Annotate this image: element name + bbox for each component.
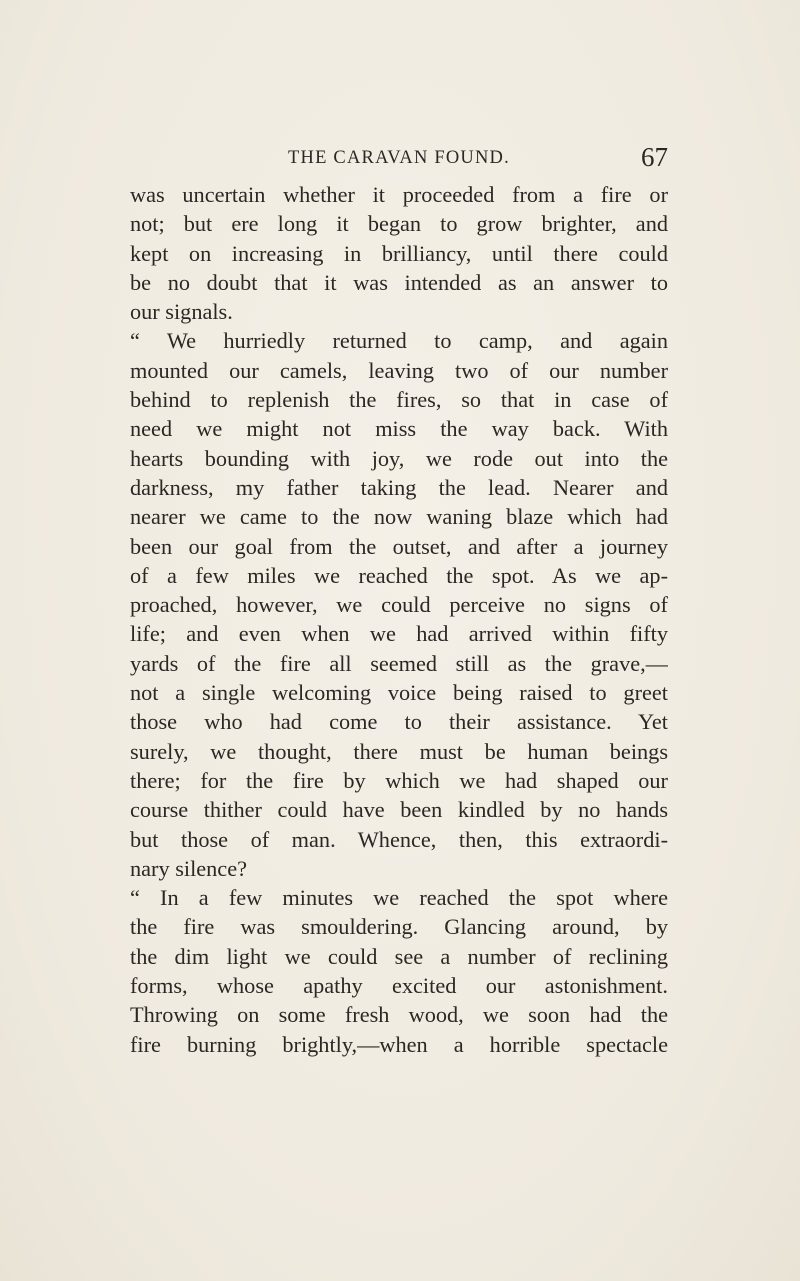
text-line: been our goal from the outset, and after a journey	[130, 533, 668, 559]
text-line: the dim light we could see a number of reclining	[130, 943, 668, 969]
text-line: there; for the fire by which we had shaped our	[130, 767, 668, 793]
text-line: nary silence?	[130, 855, 247, 881]
text-line: yards of the fire all seemed still as the grave,—	[130, 650, 668, 676]
text-line: life; and even when we had arrived within fifty	[130, 621, 668, 647]
running-head	[130, 142, 668, 172]
text-line: mounted our camels, leaving two of our number	[130, 357, 668, 383]
text-line: need we might not miss the way back. With	[130, 416, 668, 442]
text-line: hearts bounding with joy, we rode out into the	[130, 445, 668, 471]
text-line: was uncertain whether it proceeded from a fire or	[130, 182, 668, 207]
text-line: those who had come to their assistance. Yet	[130, 709, 668, 735]
text-line: not a single welcoming voice being raised to greet	[130, 680, 668, 706]
text-line: course thither could have been kindled by no hands	[130, 797, 668, 823]
running-title: THE CARAVAN FOUND.	[288, 148, 510, 168]
text-line: be no doubt that it was intended as an answer to	[130, 269, 668, 295]
text-line: behind to replenish the fires, so that in case of	[130, 387, 668, 413]
body-text	[130, 180, 668, 1059]
text-line: proached, however, we could perceive no signs of	[130, 592, 668, 618]
text-line: nearer we came to the now waning blaze which had	[130, 504, 668, 530]
text-line: “ We hurriedly returned to camp, and again	[130, 328, 668, 354]
text-line: surely, we thought, there must be human beings	[130, 738, 668, 764]
text-line: kept on increasing in brilliancy, until there could	[130, 240, 668, 266]
text-line: the fire was smouldering. Glancing around, by	[130, 914, 668, 940]
text-line: forms, whose apathy excited our astonishment.	[130, 973, 668, 999]
text-line: our signals.	[130, 299, 233, 325]
text-line: Throwing on some fresh wood, we soon had the	[130, 1002, 668, 1028]
text-line: “ In a few minutes we reached the spot where	[130, 885, 668, 911]
text-line: of a few miles we reached the spot. As we ap-	[130, 562, 668, 588]
text-line: but those of man. Whence, then, this extraordi-	[130, 826, 668, 852]
text-line: not; but ere long it began to grow brighter, and	[130, 211, 668, 237]
page-number: 67	[641, 142, 668, 172]
text-line: fire burning brightly,—when a horrible spectacle	[130, 1031, 668, 1057]
text-line: darkness, my father taking the lead. Nearer and	[130, 474, 668, 500]
